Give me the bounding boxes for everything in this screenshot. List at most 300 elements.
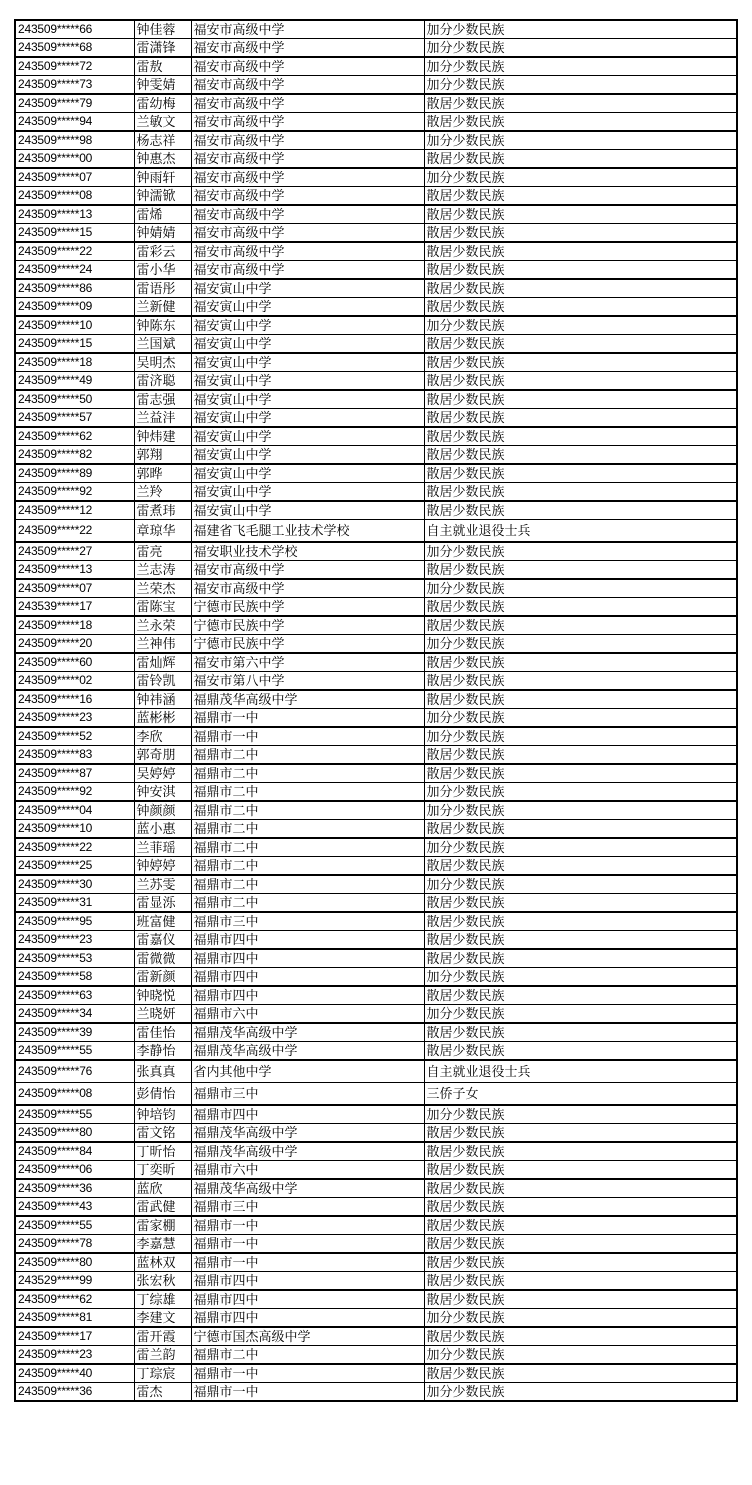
school-cell: 福鼎茂华高级中学 [191,1042,424,1061]
school-cell: 省内其他中学 [191,1060,424,1083]
table-row [15,57,737,76]
candidate-name-cell: 雷亮 [134,542,191,561]
candidate-name-cell: 郭翔 [134,446,191,465]
school-cell: 福安寅山中学 [191,372,424,391]
school-cell: 福鼎市三中 [191,912,424,931]
school-cell: 宁德市民族中学 [191,616,424,635]
table-row [15,1142,737,1161]
candidate-id-cell: 243509*****62 [15,427,134,446]
candidate-name-cell: 钟惠杰 [134,150,191,169]
candidate-name-cell: 吴婷婷 [134,764,191,783]
candidate-name-cell: 雷陈宝 [134,598,191,617]
table-row [15,501,737,520]
candidate-id-cell: 243509*****58 [15,968,134,987]
school-cell: 福鼎市一中 [191,1235,424,1254]
school-cell: 福安寅山中学 [191,409,424,428]
school-cell: 福鼎市二中 [191,801,424,820]
candidate-name-cell: 兰羚 [134,483,191,502]
candidate-id-cell: 243509*****07 [15,579,134,598]
category-cell: 加分少数民族 [424,783,737,802]
table-row [15,1253,737,1272]
candidate-name-cell: 李欣 [134,727,191,746]
school-cell: 福鼎市一中 [191,1383,424,1402]
category-cell: 散居少数民族 [424,672,737,691]
candidate-id-cell: 243509*****09 [15,298,134,317]
candidate-name-cell: 兰敏文 [134,113,191,132]
category-cell: 散居少数民族 [424,931,737,950]
school-cell: 福鼎市一中 [191,709,424,728]
school-cell: 福安市高级中学 [191,261,424,280]
category-cell: 散居少数民族 [424,986,737,1005]
category-cell: 散居少数民族 [424,1198,737,1217]
candidate-name-cell: 吴明杰 [134,353,191,372]
school-cell: 福鼎市四中 [191,949,424,968]
candidate-name-cell: 钟安淇 [134,783,191,802]
table-row [15,709,737,728]
school-cell: 福鼎市二中 [191,857,424,876]
candidate-name-cell: 蓝小惠 [134,820,191,839]
category-cell: 散居少数民族 [424,390,737,409]
candidate-id-cell: 243509*****04 [15,801,134,820]
category-cell: 加分少数民族 [424,838,737,857]
school-cell: 福鼎市一中 [191,1364,424,1383]
category-cell: 加分少数民族 [424,1309,737,1328]
candidate-name-cell: 钟濡锨 [134,187,191,206]
table-row [15,205,737,224]
candidate-name-cell: 雷家棚 [134,1216,191,1235]
candidate-id-cell: 243509*****78 [15,1235,134,1254]
category-cell: 散居少数民族 [424,372,737,391]
candidate-name-cell: 兰志涛 [134,561,191,580]
candidate-name-cell: 章琼华 [134,520,191,543]
category-cell: 散居少数民族 [424,653,737,672]
school-cell: 福鼎茂华高级中学 [191,1179,424,1198]
table-row [15,727,737,746]
table-row [15,764,737,783]
candidate-id-cell: 243509*****18 [15,353,134,372]
category-cell: 散居少数民族 [424,561,737,580]
candidate-name-cell: 蓝林双 [134,1253,191,1272]
candidate-id-cell: 243509*****68 [15,39,134,58]
candidate-name-cell: 丁琮宸 [134,1364,191,1383]
table-row [15,894,737,913]
category-cell: 散居少数民族 [424,483,737,502]
category-cell: 散居少数民族 [424,1364,737,1383]
category-cell: 散居少数民族 [424,409,737,428]
candidate-id-cell: 243509*****83 [15,746,134,765]
category-cell: 散居少数民族 [424,446,737,465]
candidate-id-cell: 243509*****80 [15,1253,134,1272]
table-row [15,242,737,261]
table-row [15,635,737,654]
category-cell: 散居少数民族 [424,820,737,839]
category-cell: 加分少数民族 [424,1105,737,1124]
school-cell: 福鼎市四中 [191,1105,424,1124]
table-row [15,113,737,132]
table-row [15,187,737,206]
school-cell: 福安职业技术学校 [191,542,424,561]
table-row [15,372,737,391]
school-cell: 福鼎茂华高级中学 [191,1142,424,1161]
school-cell: 福安市高级中学 [191,187,424,206]
candidate-name-cell: 钟祎涵 [134,690,191,709]
table-row [15,616,737,635]
category-cell: 散居少数民族 [424,1023,737,1042]
table-row [15,931,737,950]
candidate-id-cell: 243509*****43 [15,1198,134,1217]
category-cell: 加分少数民族 [424,1346,737,1365]
school-cell: 福安市高级中学 [191,39,424,58]
candidate-id-cell: 243509*****34 [15,1005,134,1024]
table-row [15,857,737,876]
category-cell: 散居少数民族 [424,746,737,765]
candidate-id-cell: 243509*****80 [15,1124,134,1143]
candidate-name-cell: 雷铃凯 [134,672,191,691]
school-cell: 福安市高级中学 [191,561,424,580]
category-cell: 散居少数民族 [424,261,737,280]
category-cell: 散居少数民族 [424,598,737,617]
category-cell: 散居少数民族 [424,1235,737,1254]
category-cell: 三侨子女 [424,1083,737,1106]
school-cell: 福鼎市四中 [191,1272,424,1291]
school-cell: 福鼎市六中 [191,1005,424,1024]
school-cell: 福鼎市二中 [191,783,424,802]
candidate-id-cell: 243509*****87 [15,764,134,783]
school-cell: 福安寅山中学 [191,390,424,409]
table-row [15,1124,737,1143]
category-cell: 加分少数民族 [424,168,737,187]
table-row [15,335,737,354]
school-cell: 福安市高级中学 [191,20,424,39]
table-row [15,94,737,113]
category-cell: 散居少数民族 [424,242,737,261]
category-cell: 散居少数民族 [424,690,737,709]
category-cell: 散居少数民族 [424,501,737,520]
table-row [15,561,737,580]
table-row [15,1042,737,1061]
school-cell: 福安市高级中学 [191,168,424,187]
candidate-id-cell: 243509*****55 [15,1105,134,1124]
candidate-id-cell: 243509*****50 [15,390,134,409]
candidate-name-cell: 钟炜建 [134,427,191,446]
candidate-id-cell: 243539*****17 [15,598,134,617]
table-row [15,520,737,543]
candidate-id-cell: 243509*****92 [15,483,134,502]
candidate-id-cell: 243509*****15 [15,335,134,354]
category-cell: 加分少数民族 [424,316,737,335]
table-row [15,690,737,709]
school-cell: 福安市高级中学 [191,113,424,132]
candidate-name-cell: 兰永荣 [134,616,191,635]
candidate-name-cell: 丁昕怡 [134,1142,191,1161]
candidate-id-cell: 243529*****99 [15,1272,134,1291]
candidate-id-cell: 243509*****52 [15,727,134,746]
candidate-id-cell: 243509*****23 [15,1346,134,1365]
school-cell: 福安市高级中学 [191,224,424,243]
candidate-id-cell: 243509*****22 [15,242,134,261]
candidate-name-cell: 张宏秋 [134,1272,191,1291]
candidate-id-cell: 243509*****66 [15,20,134,39]
candidate-id-cell: 243509*****12 [15,501,134,520]
candidate-name-cell: 雷潇锋 [134,39,191,58]
candidate-name-cell: 雷微微 [134,949,191,968]
school-cell: 福鼎市四中 [191,931,424,950]
candidate-name-cell: 雷烯 [134,205,191,224]
school-cell: 福安寅山中学 [191,316,424,335]
category-cell: 散居少数民族 [424,113,737,132]
school-cell: 福鼎市二中 [191,875,424,894]
table-row [15,1383,737,1402]
candidate-id-cell: 243509*****06 [15,1161,134,1180]
school-cell: 福鼎市二中 [191,1346,424,1365]
candidate-id-cell: 243509*****23 [15,709,134,728]
category-cell: 散居少数民族 [424,224,737,243]
table-row [15,316,737,335]
category-cell: 加分少数民族 [424,57,737,76]
table-row [15,168,737,187]
category-cell: 加分少数民族 [424,76,737,95]
candidate-name-cell: 兰新健 [134,298,191,317]
table-row [15,1023,737,1042]
school-cell: 福鼎市三中 [191,1083,424,1106]
candidate-name-cell: 兰益沣 [134,409,191,428]
table-row [15,968,737,987]
candidate-name-cell: 郭奇朋 [134,746,191,765]
candidate-name-cell: 蓝彬彬 [134,709,191,728]
candidate-name-cell: 雷新颜 [134,968,191,987]
school-cell: 福安市高级中学 [191,205,424,224]
school-cell: 福安寅山中学 [191,279,424,298]
candidate-id-cell: 243509*****10 [15,820,134,839]
school-cell: 福安寅山中学 [191,427,424,446]
candidate-id-cell: 243509*****13 [15,205,134,224]
candidate-name-cell: 李建文 [134,1309,191,1328]
category-cell: 散居少数民族 [424,1124,737,1143]
candidate-id-cell: 243509*****13 [15,561,134,580]
candidate-name-cell: 雷灿辉 [134,653,191,672]
candidate-id-cell: 243509*****10 [15,316,134,335]
candidate-id-cell: 243509*****16 [15,690,134,709]
table-row [15,875,737,894]
table-row [15,483,737,502]
school-cell: 福安市高级中学 [191,131,424,150]
school-cell: 福安寅山中学 [191,446,424,465]
category-cell: 散居少数民族 [424,298,737,317]
table-row [15,1309,737,1328]
table-row [15,912,737,931]
candidate-name-cell: 兰国斌 [134,335,191,354]
school-cell: 福安市高级中学 [191,76,424,95]
school-cell: 宁德市民族中学 [191,635,424,654]
school-cell: 宁德市民族中学 [191,598,424,617]
candidate-id-cell: 243509*****25 [15,857,134,876]
table-row [15,1346,737,1365]
candidate-id-cell: 243509*****63 [15,986,134,1005]
school-cell: 福鼎市二中 [191,820,424,839]
candidate-name-cell: 雷佳怡 [134,1023,191,1042]
school-cell: 福鼎市二中 [191,838,424,857]
candidate-name-cell: 彭倩怡 [134,1083,191,1106]
category-cell: 散居少数民族 [424,894,737,913]
school-cell: 福鼎市二中 [191,746,424,765]
table-row [15,1198,737,1217]
candidate-id-cell: 243509*****31 [15,894,134,913]
school-cell: 福鼎茂华高级中学 [191,1023,424,1042]
table-row [15,653,737,672]
candidate-id-cell: 243509*****62 [15,1290,134,1309]
table-row [15,986,737,1005]
school-cell: 福鼎茂华高级中学 [191,690,424,709]
school-cell: 福鼎市六中 [191,1161,424,1180]
table-row [15,672,737,691]
candidate-name-cell: 钟雯婧 [134,76,191,95]
candidate-id-cell: 243509*****55 [15,1042,134,1061]
candidate-name-cell: 雷杰 [134,1383,191,1402]
category-cell: 加分少数民族 [424,709,737,728]
category-cell: 散居少数民族 [424,464,737,483]
candidate-name-cell: 雷彩云 [134,242,191,261]
candidate-name-cell: 蓝欣 [134,1179,191,1198]
school-cell: 福安寅山中学 [191,298,424,317]
candidate-name-cell: 丁综雄 [134,1290,191,1309]
table-row [15,279,737,298]
table-row [15,1161,737,1180]
candidate-id-cell: 243509*****76 [15,1060,134,1083]
category-cell: 散居少数民族 [424,1327,737,1346]
school-cell: 福安寅山中学 [191,483,424,502]
category-cell: 加分少数民族 [424,579,737,598]
candidate-id-cell: 243509*****53 [15,949,134,968]
candidate-name-cell: 雷济聪 [134,372,191,391]
candidate-name-cell: 雷文铭 [134,1124,191,1143]
table-row [15,353,737,372]
category-cell: 加分少数民族 [424,801,737,820]
candidate-name-cell: 杨志祥 [134,131,191,150]
table-row [15,261,737,280]
table-row [15,39,737,58]
candidate-id-cell: 243509*****15 [15,224,134,243]
candidate-name-cell: 雷武健 [134,1198,191,1217]
school-cell: 福鼎市四中 [191,1290,424,1309]
category-cell: 散居少数民族 [424,1142,737,1161]
roster-table [14,19,738,1402]
table-row [15,1060,737,1083]
candidate-id-cell: 243509*****20 [15,635,134,654]
candidate-name-cell: 雷嘉仪 [134,931,191,950]
table-row [15,1272,737,1291]
school-cell: 福鼎市一中 [191,727,424,746]
candidate-name-cell: 钟雨轩 [134,168,191,187]
school-cell: 福鼎市四中 [191,1309,424,1328]
category-cell: 加分少数民族 [424,875,737,894]
table-row [15,820,737,839]
school-cell: 福安寅山中学 [191,464,424,483]
category-cell: 散居少数民族 [424,150,737,169]
category-cell: 散居少数民族 [424,279,737,298]
candidate-name-cell: 李静怡 [134,1042,191,1061]
candidate-id-cell: 243509*****02 [15,672,134,691]
candidate-name-cell: 雷敖 [134,57,191,76]
candidate-id-cell: 243509*****36 [15,1383,134,1402]
candidate-id-cell: 243509*****86 [15,279,134,298]
table-row [15,150,737,169]
school-cell: 宁德市国杰高级中学 [191,1327,424,1346]
school-cell: 福安市第六中学 [191,653,424,672]
candidate-id-cell: 243509*****89 [15,464,134,483]
candidate-name-cell: 雷幼梅 [134,94,191,113]
candidate-name-cell: 班富健 [134,912,191,931]
candidate-name-cell: 兰晓妍 [134,1005,191,1024]
candidate-name-cell: 兰神伟 [134,635,191,654]
table-row [15,224,737,243]
candidate-id-cell: 243509*****00 [15,150,134,169]
candidate-name-cell: 张真真 [134,1060,191,1083]
candidate-name-cell: 兰苏雯 [134,875,191,894]
school-cell: 福鼎茂华高级中学 [191,1124,424,1143]
school-cell: 福鼎市一中 [191,1216,424,1235]
candidate-id-cell: 243509*****82 [15,446,134,465]
candidate-name-cell: 雷显泺 [134,894,191,913]
candidate-name-cell: 雷语彤 [134,279,191,298]
candidate-id-cell: 243509*****72 [15,57,134,76]
school-cell: 福安寅山中学 [191,501,424,520]
category-cell: 加分少数民族 [424,1005,737,1024]
candidate-id-cell: 243509*****07 [15,168,134,187]
category-cell: 自主就业退役士兵 [424,1060,737,1083]
table-row [15,1083,737,1106]
candidate-name-cell: 兰菲瑶 [134,838,191,857]
candidate-name-cell: 钟陈东 [134,316,191,335]
candidate-id-cell: 243509*****39 [15,1023,134,1042]
school-cell: 福安市高级中学 [191,579,424,598]
candidate-name-cell: 兰荣杰 [134,579,191,598]
school-cell: 福安市高级中学 [191,57,424,76]
school-cell: 福鼎市四中 [191,968,424,987]
table-row [15,1235,737,1254]
candidate-id-cell: 243509*****98 [15,131,134,150]
category-cell: 加分少数民族 [424,968,737,987]
table-row [15,76,737,95]
table-row [15,579,737,598]
category-cell: 散居少数民族 [424,1161,737,1180]
table-row [15,298,737,317]
category-cell: 加分少数民族 [424,635,737,654]
candidate-id-cell: 243509*****22 [15,520,134,543]
candidate-id-cell: 243509*****30 [15,875,134,894]
candidate-name-cell: 雷煮玮 [134,501,191,520]
school-cell: 福鼎市一中 [191,1253,424,1272]
school-cell: 福安市第八中学 [191,672,424,691]
table-row [15,1327,737,1346]
school-cell: 福安市高级中学 [191,150,424,169]
candidate-id-cell: 243509*****94 [15,113,134,132]
category-cell: 散居少数民族 [424,94,737,113]
table-row [15,783,737,802]
category-cell: 散居少数民族 [424,616,737,635]
candidate-name-cell: 雷兰韵 [134,1346,191,1365]
candidate-id-cell: 243509*****08 [15,1083,134,1106]
candidate-id-cell: 243509*****57 [15,409,134,428]
category-cell: 散居少数民族 [424,1253,737,1272]
school-cell: 福安寅山中学 [191,335,424,354]
table-row [15,598,737,617]
category-cell: 加分少数民族 [424,727,737,746]
candidate-name-cell: 钟颜颜 [134,801,191,820]
candidate-id-cell: 243509*****84 [15,1142,134,1161]
candidate-id-cell: 243509*****17 [15,1327,134,1346]
candidate-name-cell: 钟婧婧 [134,224,191,243]
category-cell: 散居少数民族 [424,187,737,206]
